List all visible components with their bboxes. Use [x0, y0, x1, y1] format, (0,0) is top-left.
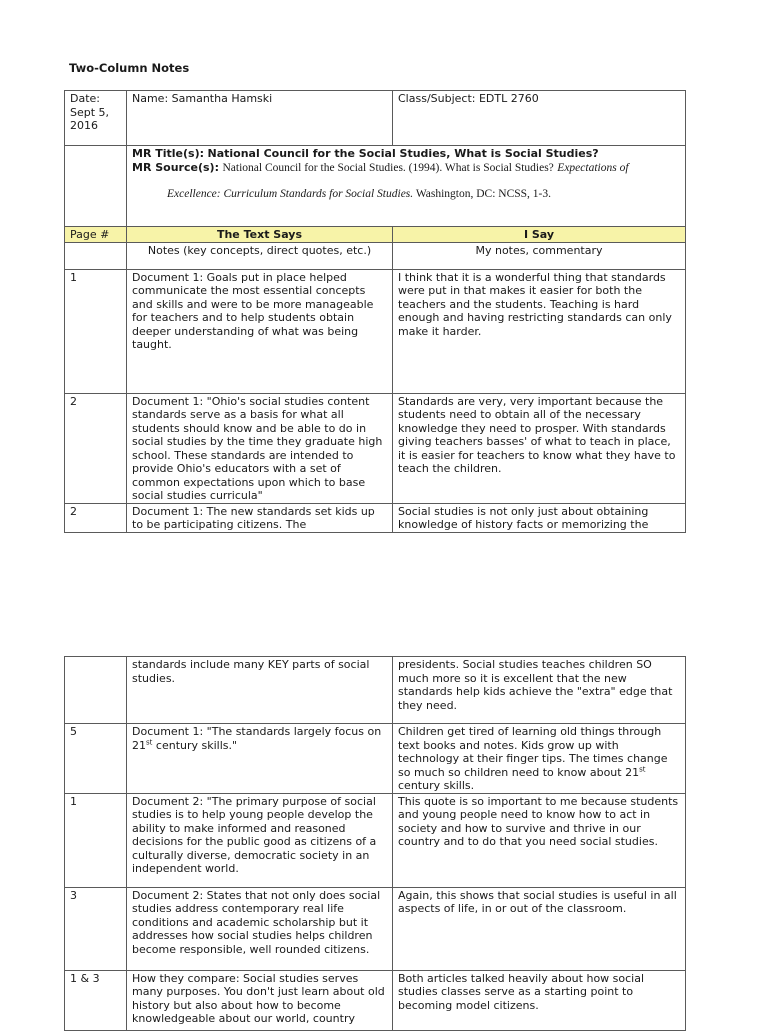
mr-source: MR Source(s): National Council for the Social Studies. (1994). What is Social Studies? Expectations of — [132, 160, 629, 174]
text-says-subheader: Notes (key concepts, direct quotes, etc.) — [127, 242, 393, 269]
i-say-subheader: My notes, commentary — [393, 242, 686, 269]
table-row: 1 & 3 How they compare: Social studies serves many purposes. You don't just learn about old history but also about how to become knowledgeable about our world, country Both articles talked heavily about how social studies classes serve as a starting point to becoming model citizens. — [65, 970, 686, 1030]
table-row: 1 Document 1: Goals put in place helped communicate the most essential concepts and skills and were to be more manageable for teachers and to help students obtain deeper understanding of what was being taught. I think that it is a wonderful thing that standards were put in that makes it easier for both the teachers and the students. Teaching is hard enough and having restricting standards can only make it harder. — [65, 269, 686, 393]
page-column-header: Page # — [65, 227, 127, 243]
table-row: 5 Document 1: "The standards largely focus on 21st century skills." Children get tired of learning old things through text books and notes. Kids grow up with technology at their finger tips. The times change so much so children need to know about 21st century skills. — [65, 724, 686, 794]
name-cell: Name: Samantha Hamski — [127, 91, 393, 146]
table-row: 1 Document 2: "The primary purpose of social studies is to help young people develop the ability to make informed and reasoned decisions for the public good as citizens of a culturally diverse, democratic society in an independent world. This quote is so important to me because students and young people need to know how to act in society and how to survive and thrive in our country and to do that you need social studies. — [65, 793, 686, 887]
table-row: 2 Document 1: "Ohio's social studies content standards serve as a basis for what all students should know and be able to do in social studies by the time they graduate high school. These standards are intended to provide Ohio's educators with a set of common expectations upon which to base social studies curricula" Standards are very, very important because the students need to obtain all of the necessary knowledge they need to prosper. With standards giving teachers basses' of what to teach in place, it is easier for teachers to know what they have to teach the children. — [65, 393, 686, 503]
column-subheader-row — [65, 242, 686, 269]
mr-title: MR Title(s): National Council for the Social Studies, What is Social Studies? — [132, 147, 599, 160]
header-row — [65, 91, 686, 146]
notes-table-page-2 — [64, 656, 686, 1031]
table-row: standards include many KEY parts of social studies. presidents. Social studies teaches children SO much more so it is excellent that the new standards help kids achieve the "extra" edge that they need. — [65, 657, 686, 724]
column-header-row — [65, 227, 686, 243]
table-row: 3 Document 2: States that not only does social studies address contemporary real life conditions and academic scholarship but it addresses how social studies helps children become responsible, well rounded citizens. Again, this shows that social studies is useful in all aspects of life, in or out of the classroom. — [65, 887, 686, 970]
resource-cell — [127, 146, 686, 227]
mr-source-continued: Excellence: Curriculum Standards for Social Studies. Washington, DC: NCSS, 1-3. — [167, 188, 551, 200]
date-cell: Date: Sept 5, 2016 — [65, 91, 127, 146]
resource-row — [65, 146, 686, 227]
table-row: 2 Document 1: The new standards set kids up to be participating citizens. The Social studies is not only just about obtaining knowledge of history facts or memorizing the — [65, 503, 686, 532]
document-title: Two-Column Notes — [69, 61, 190, 75]
notes-table-page-1 — [64, 90, 686, 533]
class-subject-cell: Class/Subject: EDTL 2760 — [393, 91, 686, 146]
i-say-header: I Say — [393, 227, 686, 243]
text-says-header: The Text Says — [127, 227, 393, 243]
